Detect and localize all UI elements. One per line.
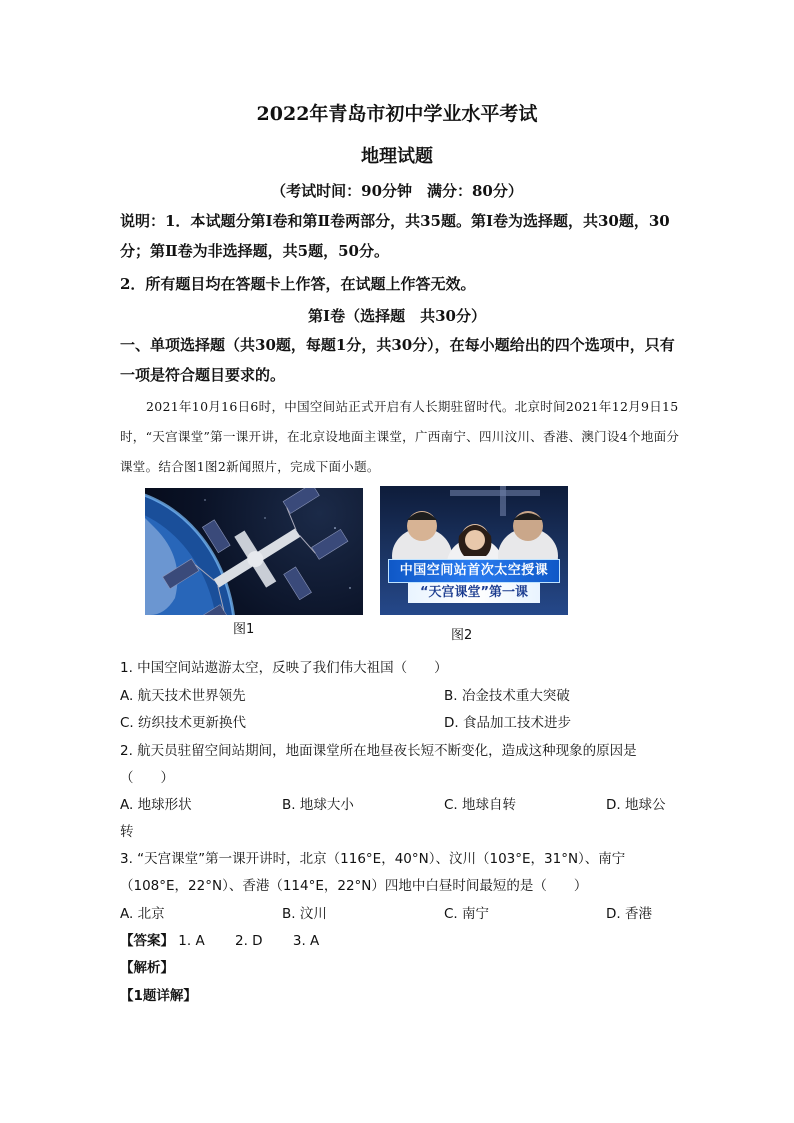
answer-1: 1. A <box>178 933 205 949</box>
section-title: 第Ⅰ卷（选择题 共30分） <box>308 307 486 325</box>
question-3-stem: 3. “天宫课堂”第一课开讲时，北京（116°E，40°N）、汶川（103°E，31°N）、南宁 <box>120 851 626 867</box>
exam-info: （考试时间：90分钟 满分：80分） <box>271 182 523 200</box>
question-2-option-d-wrap: 转 <box>120 824 134 840</box>
question-3-option-a: A. 北京 <box>120 906 165 922</box>
question-2-option-d: D. 地球公 <box>606 797 666 813</box>
analysis-label: 【解析】 <box>120 960 174 976</box>
part-heading: 一、单项选择题（共30题，每题1分，共30分），在每小题给出的四个选项中，只有一项是符合题目要求的。 <box>120 336 675 384</box>
question-3-option-b: B. 汶川 <box>282 906 327 922</box>
question-1-stem: 1. 中国空间站遨游太空，反映了我们伟大祖国（ ） <box>120 660 448 676</box>
instruction-1: 说明：1．本试题分第Ⅰ卷和第Ⅱ卷两部分，共35题。第Ⅰ卷为选择题，共30题，30分；第Ⅱ卷为非选择题，共5题，50分。 <box>120 212 670 260</box>
answer-label: 【答案】 <box>120 933 174 949</box>
q1-detail-label: 【1题详解】 <box>120 988 197 1004</box>
question-3-option-c: C. 南宁 <box>444 906 490 922</box>
intro-paragraph: 2021年10月16日6时，中国空间站正式开启有人长期驻留时代。北京时间2021年12月9日15时，“天宫课堂”第一课开讲，在北京设地面主课堂，广西南宁、四川汶川、香港、澳门设4个地面分课堂。结合图1图2新闻照片，完成下面小题。 <box>120 399 680 474</box>
figure-2-caption: 图2 <box>451 628 473 643</box>
question-2-option-c: C. 地球自转 <box>444 797 517 813</box>
question-3-stem-continued: （108°E，22°N）、香港（114°E，22°N）四地中白昼时间最短的是（ ） <box>120 878 588 894</box>
question-2-stem-continued: （ ） <box>120 770 174 786</box>
exam-title: 2022年青岛市初中学业水平考试 <box>256 103 538 125</box>
question-1-option-d: D. 食品加工技术进步 <box>444 715 571 731</box>
question-3-option-d: D. 香港 <box>606 906 652 922</box>
subject-title: 地理试题 <box>361 146 433 167</box>
figure-1-caption: 图1 <box>233 622 255 637</box>
question-1-option-c: C. 纺织技术更新换代 <box>120 715 247 731</box>
figure-2-banner-subtitle: “天宫课堂”第一课 <box>408 583 540 603</box>
question-1-option-b: B. 冶金技术重大突破 <box>444 688 570 704</box>
question-2-option-b: B. 地球大小 <box>282 797 354 813</box>
answer-row <box>120 929 319 949</box>
question-2-stem: 2. 航天员驻留空间站期间，地面课堂所在地昼夜长短不断变化，造成这种现象的原因是 <box>120 743 637 759</box>
figure-2-banner-title: 中国空间站首次太空授课 <box>388 559 560 583</box>
answer-2: 2. D <box>235 933 263 949</box>
figure-2-astronauts-image <box>380 486 568 615</box>
answer-3: 3. A <box>292 933 320 949</box>
question-1-option-a: A. 航天技术世界领先 <box>120 688 246 704</box>
figure-1-space-station-image <box>145 488 363 615</box>
question-2-option-a: A. 地球形状 <box>120 797 192 813</box>
space-station-illustration <box>145 488 363 615</box>
instruction-2: 2．所有题目均在答题卡上作答，在试题上作答无效。 <box>120 275 476 293</box>
